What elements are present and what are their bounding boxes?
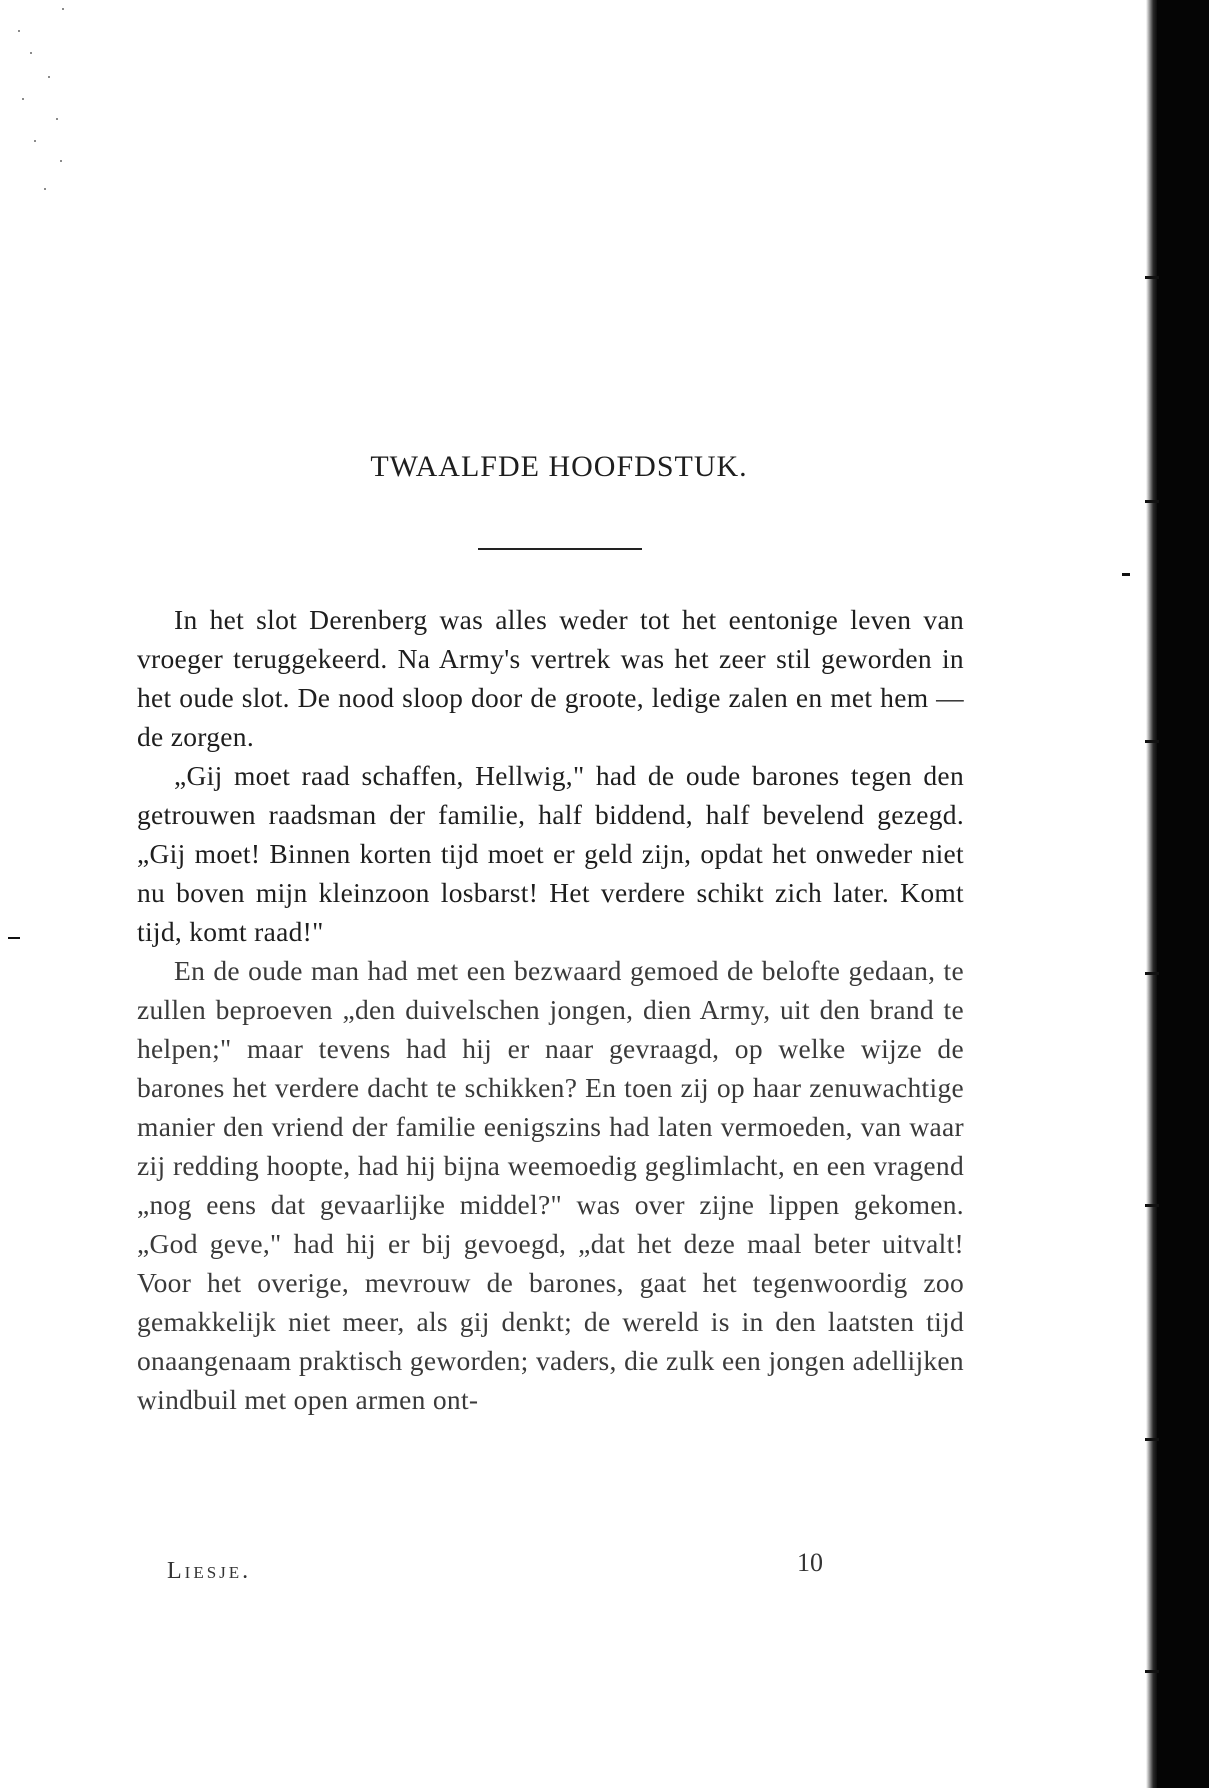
scan-speck <box>34 140 36 142</box>
scan-speck <box>44 188 46 190</box>
edge-tick-mark <box>1145 1670 1159 1673</box>
edge-tick-mark <box>1145 1438 1159 1441</box>
scan-speck <box>18 30 20 32</box>
footer-sheet-number: 10 <box>797 1548 823 1577</box>
page-edge-binding <box>1157 0 1209 1788</box>
edge-tick-mark <box>1122 573 1130 576</box>
title-divider <box>478 548 642 550</box>
body-text <box>137 600 964 1419</box>
paragraph: En de oude man had met een bezwaard gemoed de belofte gedaan, te zullen beproeven „den duivelschen jongen, dien Army, uit den brand te helpen;" maar tevens had hij er naar gevraagd, op welke wijze de barones het verdere dacht te schikken? En toen zij op haar zenuwachtige manier den vriend der familie eenigszins had laten vermoeden, van waar zij redding hoopte, had hij bijna weemoedig geglimlacht, en een vragend „nog eens dat gevaarlijke middel?" was over zijne lippen gekomen. „God geve," had hij er bij gevoegd, „dat het deze maal beter uitvalt! Voor het overige, mevrouw de barones, gaat het tegenwoordig zoo gemakkelijk niet meer, als gij denkt; de wereld is in den laatsten tijd onaangenaam praktisch geworden; vaders, die zulk een jongen adellijken windbuil met open armen ont- <box>137 955 964 1415</box>
footer-signature: Liesje. <box>167 1558 252 1584</box>
scan-speck <box>22 98 24 100</box>
scan-speck <box>62 8 64 10</box>
edge-tick-mark <box>1145 1204 1159 1207</box>
edge-tick-mark <box>1145 740 1159 743</box>
scan-speck <box>30 52 32 54</box>
paragraph: In het slot Derenberg was alles weder tot het eentonige leven van vroeger teruggekeerd. Na Army's vertrek was het zeer stil geworden in het oude slot. De nood sloop door de groote, ledige zalen en met hem — de zorgen. <box>137 604 964 752</box>
margin-tick-mark <box>8 937 20 939</box>
edge-tick-mark <box>1145 500 1159 503</box>
scan-speck <box>48 76 50 78</box>
chapter-title: TWAALFDE HOOFDSTUK. <box>370 450 748 483</box>
edge-tick-mark <box>1145 276 1159 279</box>
scan-speck <box>60 160 62 162</box>
paragraph: „Gij moet raad schaffen, Hellwig," had de oude barones tegen den getrouwen raadsman der familie, half biddend, half bevelend gezegd. „Gij moet! Binnen korten tijd moet er geld zijn, opdat het onweder niet nu boven mijn kleinzoon losbarst! Het verdere schikt zich later. Komt tijd, komt raad!" <box>137 760 964 947</box>
edge-tick-mark <box>1145 972 1159 975</box>
scan-speck <box>56 118 58 120</box>
